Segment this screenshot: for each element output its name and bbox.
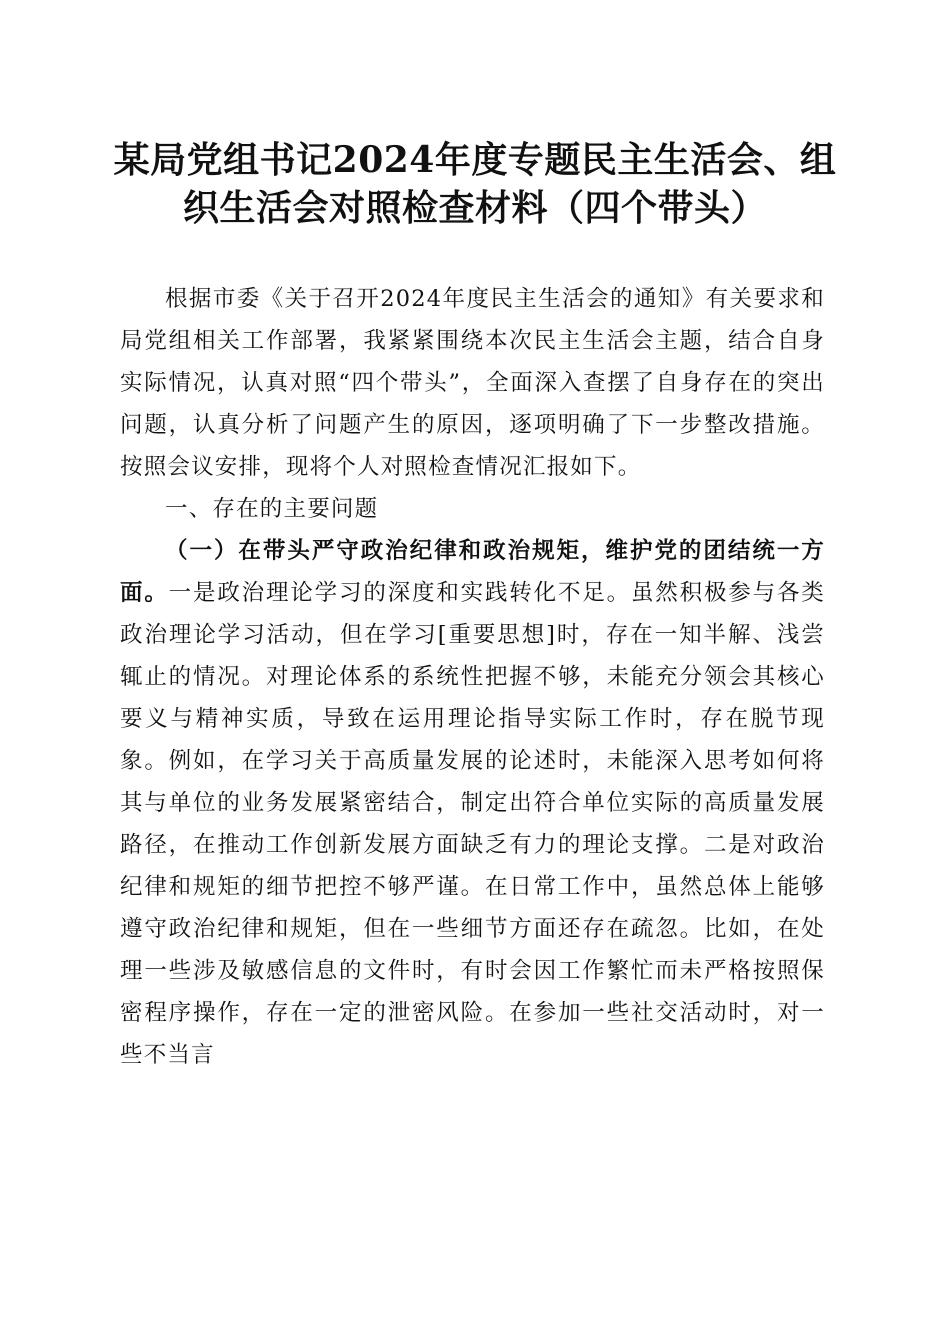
- intro-paragraph: 根据市委《关于召开2024年度民主生活会的通知》有关要求和局党组相关工作部署，我紧紧围绕本次民主生活会主题，结合自身实际情况，认真对照“四个带头”，全面深入查摆了自身存在的突出问题，认真分析了问题产生的原因，逐项明确了下一步整改措施。按照会议安排，现将个人对照检查情况汇报如下。: [120, 286, 825, 480]
- document-title: 某局党组书记2024年度专题民主生活会、组织生活会对照检查材料（四个带头）: [113, 139, 837, 229]
- document-body: [120, 278, 825, 1076]
- subsection-lead: （一）在带头严守政治纪律和政治规矩，维护党的团结统一方面。: [120, 538, 825, 606]
- subsection-paragraph: [120, 530, 825, 1076]
- section-heading: 一、存在的主要问题: [165, 496, 379, 522]
- subsection-body: 一是政治理论学习的深度和实践转化不足。虽然积极参与各类政治理论学习活动，但在学习[重要思想]时，存在一知半解、浅尝辄止的情况。对理论体系的系统性把握不够，未能充分领会其核心要义与精神实质，导致在运用理论指导实际工作时，存在脱节现象。例如，在学习关于高质量发展的论述时，未能深入思考如何将其与单位的业务发展紧密结合，制定出符合单位实际的高质量发展路径，在推动工作创新发展方面缺乏有力的理论支撑。二是对政治纪律和规矩的细节把控不够严谨。在日常工作中，虽然总体上能够遵守政治纪律和规矩，但在一些细节方面还存在疏忽。比如，在处理一些涉及敏感信息的文件时，有时会因工作繁忙而未严格按照保密程序操作，存在一定的泄密风险。在参加一些社交活动时，对一些不当言: [120, 580, 825, 1068]
